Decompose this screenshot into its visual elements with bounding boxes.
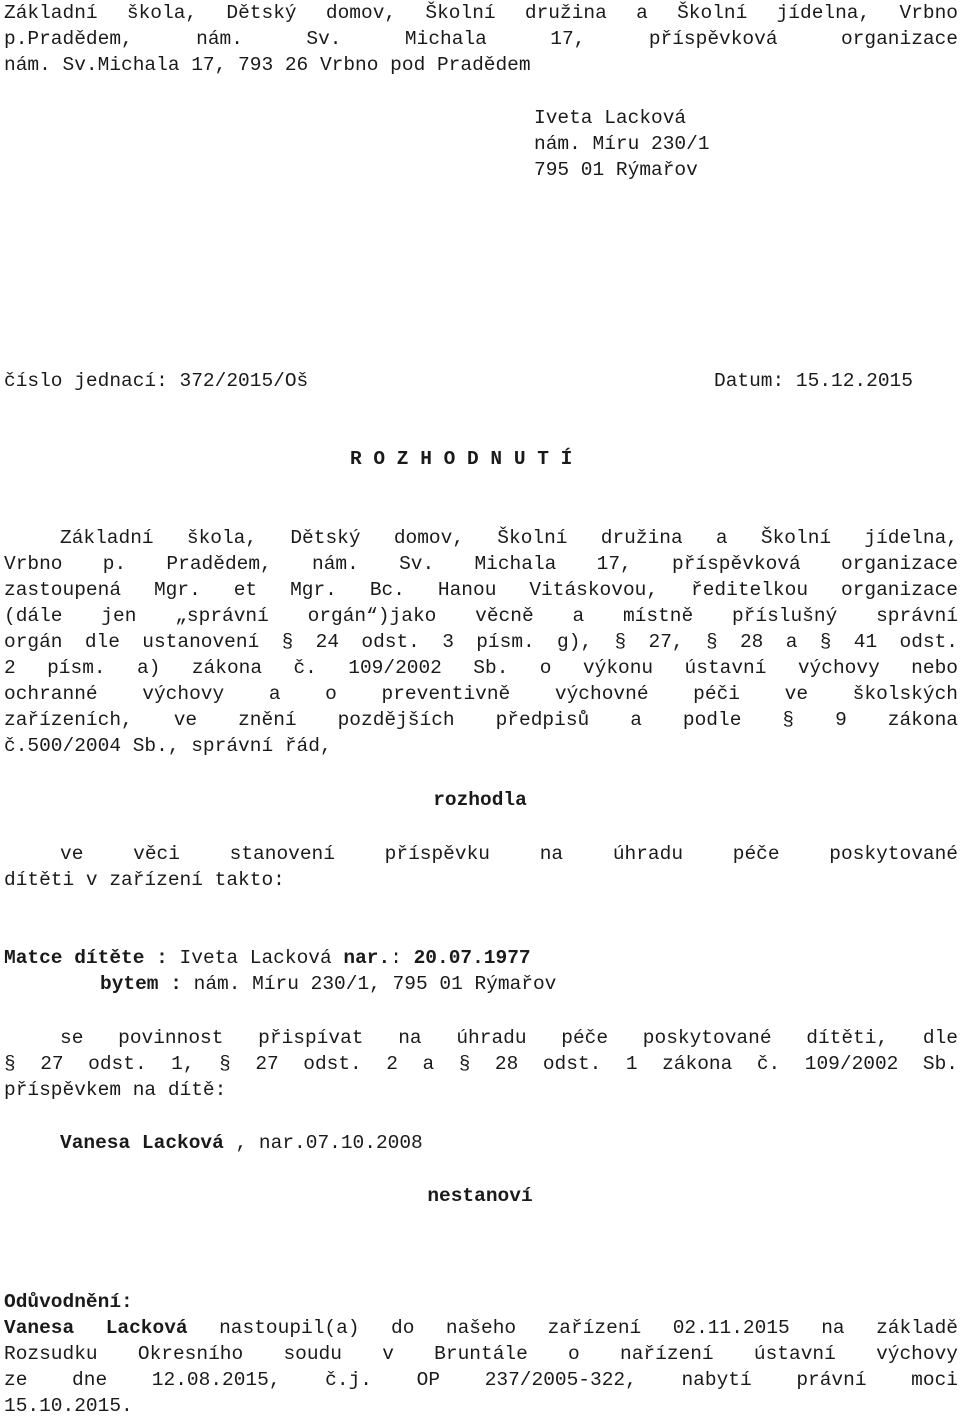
matter-line-1: ve věci stanovení příspěvku na úhradu péče poskytované: [60, 843, 958, 865]
reasoning-line-3: ze dne 12.08.2015, č.j. OP 237/2005-322, nabytí právní moci: [4, 1369, 958, 1391]
residence-label: bytem: [100, 973, 159, 995]
recipient-street: nám. Míru 230/1: [534, 133, 710, 155]
document-title: R O Z H O D N U T Í: [350, 448, 573, 470]
letterhead-line-2: p.Pradědem, nám. Sv. Michala 17, příspěvková organizace: [4, 28, 958, 50]
reasoning-line-1: [4, 1315, 958, 1341]
residence-separator: :: [158, 973, 194, 995]
intro-line-7: ochranné výchovy a o preventivně výchovné péči ve školských: [4, 683, 958, 705]
intro-line-4: (dále jen „správní orgán“)jako věcně a místně příslušný správní: [4, 605, 958, 627]
letterhead-line-3: nám. Sv.Michala 17, 793 26 Vrbno pod Pradědem: [4, 54, 531, 76]
residence-line: [100, 971, 556, 997]
child-line: [60, 1130, 423, 1156]
mother-name: Iveta Lacková: [179, 947, 332, 969]
intro-line-6: 2 písm. a) zákona č. 109/2002 Sb. o výkonu ústavní výchovy nebo: [4, 657, 958, 679]
matter-line-2: dítěti v zařízení takto:: [4, 869, 285, 891]
intro-line-1: Základní škola, Dětský domov, Školní družina a Školní jídelna,: [60, 527, 958, 549]
recipient-city: 795 01 Rýmařov: [534, 159, 698, 181]
intro-line-3: zastoupená Mgr. et Mgr. Bc. Hanou Vitáskovou, ředitelkou organizace: [4, 579, 958, 601]
reasoning-line-1-rest: nastoupil(a) do našeho zařízení 02.11.2015 na základě: [187, 1317, 959, 1339]
intro-line-8: zařízeních, ve znění pozdějších předpisů a podle § 9 zákona: [4, 709, 958, 731]
intro-line-2: Vrbno p. Pradědem, nám. Sv. Michala 17, příspěvková organizace: [4, 553, 958, 575]
residence-value: nám. Míru 230/1, 795 01 Rýmařov: [193, 973, 557, 995]
duty-line-1: se povinnost přispívat na úhradu péče poskytované dítěti, dle: [60, 1027, 958, 1049]
recipient-name: Iveta Lacková: [534, 107, 687, 129]
reasoning-line-4: 15.10.2015.: [4, 1395, 133, 1417]
letterhead-line-1: Základní škola, Dětský domov, Školní družina a Školní jídelna, Vrbno: [4, 2, 958, 24]
decision-result: nestanoví: [427, 1185, 533, 1207]
mother-born-label: nar.: [331, 947, 391, 969]
intro-line-9: č.500/2004 Sb., správní řád,: [4, 735, 332, 757]
mother-line: [4, 945, 531, 971]
child-birth: , nar.07.10.2008: [223, 1132, 423, 1154]
intro-line-5: orgán dle ustanovení § 24 odst. 3 písm. g), § 27, § 28 a § 41 odst.: [4, 631, 958, 653]
duty-line-2: § 27 odst. 1, § 27 odst. 2 a § 28 odst. 1 zákona č. 109/2002 Sb.: [4, 1053, 958, 1075]
decision-verb: rozhodla: [433, 789, 527, 811]
reasoning-child-name: Vanesa Lacková: [4, 1317, 188, 1339]
reasoning-heading: Odůvodnění:: [4, 1291, 133, 1313]
mother-born-date: 20.07.1977: [413, 947, 531, 969]
mother-separator: :: [144, 947, 180, 969]
duty-line-3: příspěvkem na dítě:: [4, 1079, 227, 1101]
child-name: Vanesa Lacková: [60, 1132, 224, 1154]
reasoning-line-2: Rozsudku Okresního soudu v Bruntále o nařízení ústavní výchovy: [4, 1343, 958, 1365]
mother-label: Matce dítěte: [4, 947, 145, 969]
document-date: Datum: 15.12.2015: [714, 370, 913, 392]
reference-number: číslo jednací: 372/2015/Oš: [4, 370, 309, 392]
mother-born-separator: :: [390, 947, 414, 969]
